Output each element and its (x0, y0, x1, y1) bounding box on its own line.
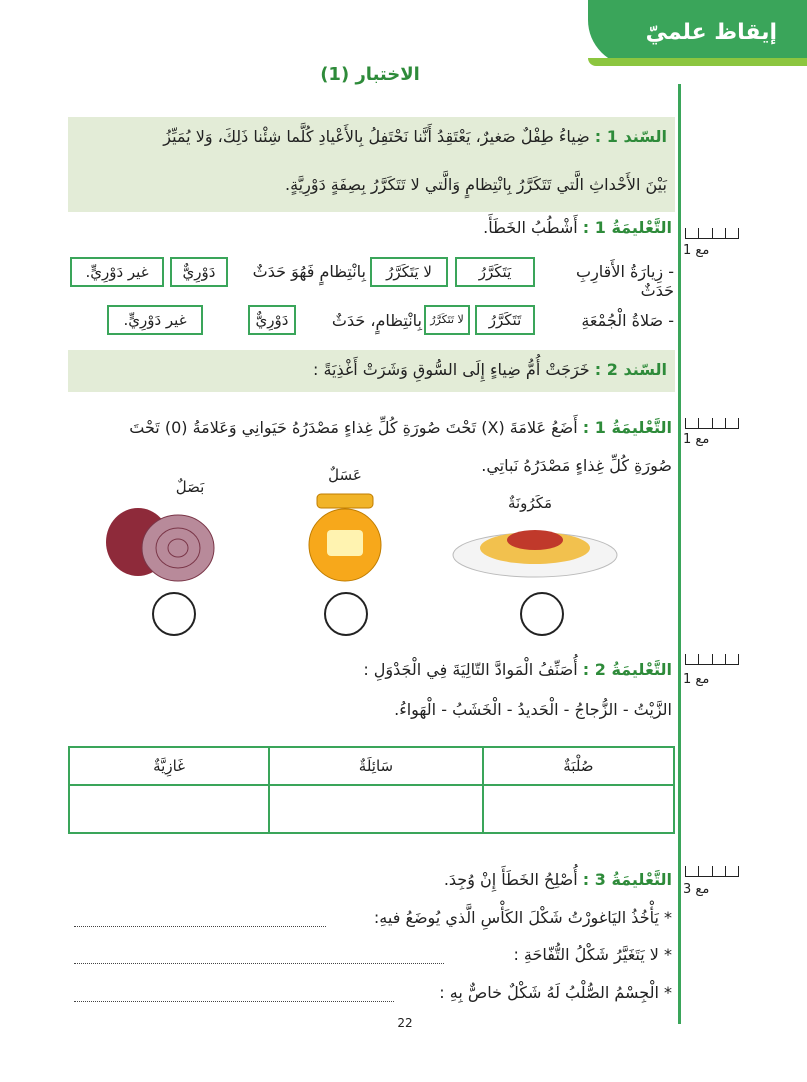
answer-line-3[interactable] (74, 987, 394, 1002)
task1-label: التَّعْليمَةُ 1 : (582, 218, 672, 237)
doc2-line (77, 360, 667, 379)
option-periodic-2[interactable]: دَوْرِيٌّ (248, 305, 296, 335)
doc1-line-2: بَيْنَ الأَحْداثِ الَّتي تَتَكَرَّرُ بِانْتِظامٍ وَالَّتي لا تَتَكَرَّرُ بِصِفَةٍ دَوْرِيَّةٍ. (285, 175, 667, 194)
task2-line-2: صُورَةِ كُلِّ غِذاءٍ مَصْدَرُهُ نَباتِي. (481, 456, 672, 475)
task3-text: أُصَنِّفُ الْمَوادَّ التّالِيَةَ فِي الْجَدْوَلِ : (363, 660, 578, 679)
option-not-repeats-2[interactable]: لا تَتَكَرَّرُ (424, 305, 470, 335)
document-1 (68, 117, 675, 212)
doc1-line-1 (77, 127, 667, 146)
task1-row1-mid: بِانْتِظامٍ فَهُوَ حَدَثٌ (252, 262, 366, 281)
task4-label: التَّعْليمَةُ 3 : (582, 870, 672, 889)
answer-circle-pasta[interactable] (520, 592, 564, 636)
pasta-image (450, 510, 620, 580)
fix-item-3: * الْجِسْمُ الصُّلْبُ لَهُ شَكْلٌ خاصٌّ بِهِ : (439, 983, 672, 1002)
task3-label: التَّعْليمَةُ 2 : (582, 660, 672, 679)
task1-row2-mid: بِانْتِظامٍ، حَدَثٌ (331, 311, 422, 330)
onion-image (100, 500, 220, 585)
doc1-text-1: ضِياءُ طِفْلٌ صَغيرٌ، يَعْتَقِدُ أَنَّنا نَحْتَفِلُ بِالأَعْيادِ كُلَّما شِئْنا ذَلِكَ، وَلا يُمَيِّزُ (163, 127, 590, 146)
test-title: الاختبار (1) (320, 64, 420, 85)
score-label-1: مع 1 (683, 243, 710, 258)
score-tick-1 (685, 228, 739, 239)
option-not-periodic[interactable]: غير دَوْرِيٍّ. (70, 257, 164, 287)
doc2-label: السّند 2 : (594, 360, 667, 379)
task2-text-1: أَضَعُ عَلامَةَ (X) تَحْتَ صُورَةِ كُلِّ غِذاءٍ مَصْدَرُهُ حَيَوانِي وَعَلامَةُ (0) تَحْتَ (129, 418, 578, 437)
task1-row2-start: - صَلاةُ الْجُمْعَةِ (581, 311, 674, 330)
classification-table (68, 746, 675, 834)
cell-gas[interactable] (69, 785, 269, 833)
task3-materials: الزَّيْتُ - الزُّجاجُ - الْحَديدُ - الْخَشَبُ - الْهَواءُ. (394, 700, 672, 719)
score-label-2: مع 1 (683, 432, 710, 447)
score-label-4: مع 3 (683, 882, 710, 897)
task3-heading (300, 660, 672, 679)
option-not-repeats[interactable]: لا يَتَكَرَّرُ (370, 257, 448, 287)
task2-line-1 (70, 418, 672, 437)
margin-rule (678, 84, 681, 1024)
option-repeats[interactable]: يَتَكَرَّرُ (455, 257, 535, 287)
task1-row1-start: - زِيارَةُ الأَقارِبِ حَدَثٌ (576, 262, 674, 300)
answer-circle-honey[interactable] (324, 592, 368, 636)
header-liquid: سَائِلَةٌ (269, 747, 483, 785)
task2-label: التَّعْليمَةُ 1 : (582, 418, 672, 437)
fix-item-1: * يَأْخُذُ اليَاغورْتُ شَكْلَ الكَأْسِ الَّذي يُوضَعُ فيهِ: (373, 908, 672, 927)
task4-text: أُصْلِحُ الخَطَأَ إِنْ وُجِدَ. (443, 870, 578, 889)
cell-liquid[interactable] (269, 785, 483, 833)
document-2 (68, 350, 675, 392)
score-label-3: مع 1 (683, 672, 710, 687)
food-label-honey: عَسَلٌ (328, 466, 362, 484)
page-header-title: إيقاظ علميّ (645, 20, 777, 45)
option-not-periodic-2[interactable]: غير دَوْرِيٍّ. (107, 305, 203, 335)
honey-jar-image (305, 490, 385, 585)
answer-line-2[interactable] (74, 949, 444, 964)
header-stripe (588, 58, 807, 66)
page-number: 22 (397, 1016, 413, 1030)
header-solid: صُلْبَةٌ (483, 747, 674, 785)
header-gas: غَازِيَّةٌ (69, 747, 269, 785)
answer-circle-onion[interactable] (152, 592, 196, 636)
food-label-onion: بَصَلٌ (175, 478, 205, 496)
score-tick-2 (685, 418, 739, 429)
doc1-label: السّند 1 : (594, 127, 667, 146)
task4-heading (300, 870, 672, 889)
doc2-text: خَرَجَتْ أُمُّ ضِياءٍ إِلَى السُّوقِ وَشَرَتْ أَغْذِيَةً : (313, 360, 590, 379)
fix-item-2: * لا يَتَغَيَّرُ شَكْلُ التُّفّاحَةِ : (513, 945, 672, 964)
option-periodic[interactable]: دَوْرِيٌّ (170, 257, 228, 287)
option-repeats-2[interactable]: تَتَكَرَّرُ (475, 305, 535, 335)
task1-text: أَشْطُبُ الخَطَأَ. (483, 218, 578, 237)
cell-solid[interactable] (483, 785, 674, 833)
score-tick-3 (685, 654, 739, 665)
task1-heading (300, 218, 672, 237)
header-tab (588, 0, 807, 66)
score-tick-4 (685, 866, 739, 877)
answer-line-1[interactable] (74, 912, 326, 927)
food-label-pasta: مَكَرُونَةٌ (507, 494, 553, 512)
